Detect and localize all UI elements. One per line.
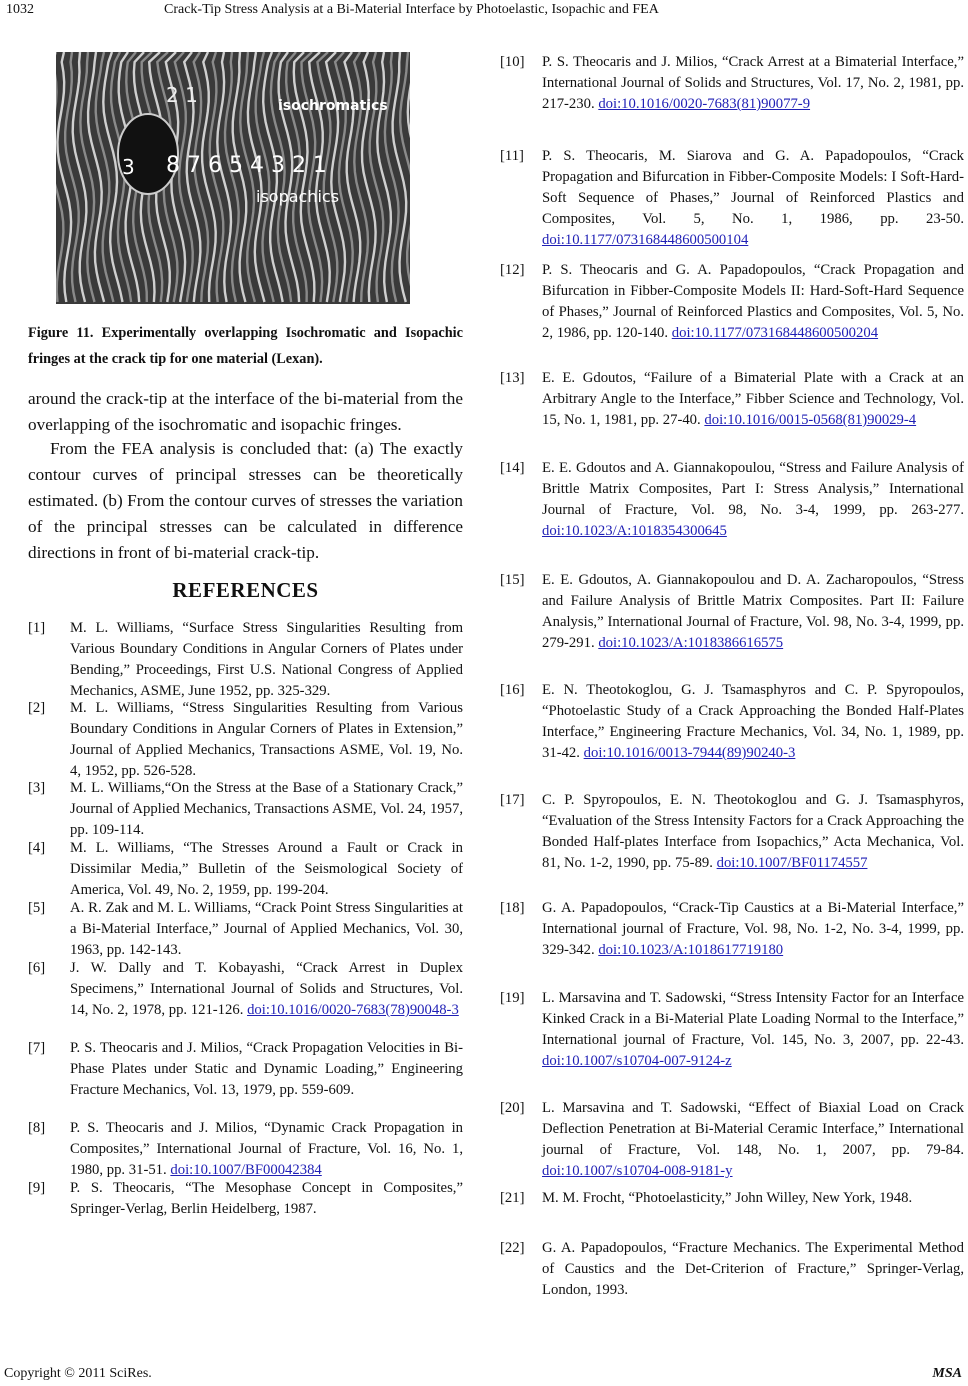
- reference-item: [28, 778, 463, 841]
- reference-item: [28, 1178, 463, 1220]
- reference-item: [500, 1188, 964, 1209]
- doi-link[interactable]: doi:10.1016/0015-0568(81)90029-4: [704, 412, 917, 428]
- reference-item: [28, 698, 463, 782]
- reference-text: M. L. Williams,“On the Stress at the Base of a Stationary Crack,” Journal of Applied Mechanics, Transactions ASME, Vol. 24, 1957, pp. 109-114.: [70, 780, 463, 838]
- reference-number: [4]: [28, 840, 46, 856]
- reference-text: G. A. Papadopoulos, “Fracture Mechanics. The Experimental Method of Caustics and the Det-Criterion of Fracture,” Springer-Verlag, London, 1993.: [542, 1240, 964, 1298]
- reference-text: E. E. Gdoutos, “Failure of a Bimaterial Plate with a Crack at an Arbitrary Angle to the Interface,” Fibber Science and Technology, Vol. 15, No. 1, 1981, pp. 27-40.: [542, 370, 964, 428]
- reference-text: C. P. Spyropoulos, E. N. Theotokoglou and G. J. Tsamasphyros, “Evaluation of the Stress Intensity Factors for a Crack Approaching the Bonded Half-plates Interface from Isopachics,” Acta Mechanica, Vol. 81, No. 1-2, 1990, pp. 75-89.: [542, 792, 964, 871]
- fringe-orders-bottom: 8 7 6 5 4 3 2 1: [166, 153, 327, 178]
- reference-number: [8]: [28, 1120, 46, 1136]
- reference-item: [500, 898, 964, 961]
- doi-link[interactable]: doi:10.1007/s10704-008-9181-y: [542, 1163, 733, 1179]
- reference-item: [28, 958, 463, 1021]
- doi-link[interactable]: doi:10.1177/073168448600500104: [542, 232, 749, 248]
- reference-number: [21]: [500, 1190, 525, 1206]
- reference-item: [500, 260, 964, 344]
- reference-number: [7]: [28, 1040, 46, 1056]
- reference-item: [500, 458, 964, 542]
- page-number: 1032: [6, 2, 34, 17]
- fringe-orders-top: 2 1: [166, 83, 198, 107]
- reference-text: E. N. Theotokoglou, G. J. Tsamasphyros and C. P. Spyropoulos, “Photoelastic Study of a Crack Approaching the Bonded Half-Plates Interface,” Engineering Fracture Mechanics, Vol. 34, No. 1, 1989, pp. 31-42.: [542, 682, 964, 761]
- reference-item: [28, 1038, 463, 1101]
- body-paragraph-2: From the FEA analysis is concluded that: (a) The exactly contour curves of principal stresses can be theoretically estimated. (b) From the contour curves of stresses the variation of the principal stresses can be calculated in difference directions in front of bi-material crack-tip.: [28, 439, 463, 562]
- reference-number: [10]: [500, 54, 525, 70]
- reference-text: M. M. Frocht, “Photoelasticity,” John Willey, New York, 1948.: [542, 1190, 913, 1206]
- reference-text: M. L. Williams, “The Stresses Around a Fault or Crack in Dissimilar Media,” Bulletin of the Seismological Society of America, Vol. 49, No. 2, 1959, pp. 199-204.: [70, 840, 463, 898]
- reference-item: [500, 570, 964, 654]
- reference-number: [15]: [500, 572, 525, 588]
- reference-item: [28, 898, 463, 961]
- reference-number: [12]: [500, 262, 525, 278]
- reference-text: L. Marsavina and T. Sadowski, “Stress Intensity Factor for an Interface Kinked Crack in a Bi-Material Plate Loading Normal to the Interface,” International journal of Fracture, Vol. 145, No. 3, 2007, pp. 22-43.: [542, 990, 964, 1048]
- reference-text: P. S. Theocaris, M. Siarova and G. A. Papadopoulos, “Crack Propagation and Bifurcation in Fibber-Composite Models: I Soft-Hard-Soft Sequence of Phases,” Journal of Reinforced Plastics and Composites, Vol. 5, No. 1, 1986, pp. 23-50.: [542, 148, 964, 227]
- reference-item: [500, 52, 964, 115]
- reference-number: [11]: [500, 148, 524, 164]
- reference-number: [14]: [500, 460, 525, 476]
- reference-number: [6]: [28, 960, 46, 976]
- doi-link[interactable]: doi:10.1023/A:1018386616575: [598, 635, 784, 651]
- reference-text: P. S. Theocaris and J. Milios, “Dynamic Crack Propagation in Composites,” International Journal of Fracture, Vol. 16, No. 1, 1980, pp. 31-51.: [70, 1120, 463, 1178]
- body-paragraph-1: around the crack-tip at the interface of the bi-material from the overlapping of the isochromatic and isopachic fringes.: [28, 389, 463, 434]
- reference-item: [500, 988, 964, 1072]
- reference-text: P. S. Theocaris, “The Mesophase Concept in Composites,” Springer-Verlag, Berlin Heidelberg, 1987.: [70, 1180, 463, 1217]
- doi-link[interactable]: doi:10.1016/0020-7683(81)90077-9: [598, 96, 811, 112]
- reference-text: P. S. Theocaris and J. Milios, “Crack Arrest at a Bimaterial Interface,” International Journal of Solids and Structures, Vol. 17, No. 2, 1981, pp. 217-230.: [542, 54, 964, 112]
- running-title: Crack-Tip Stress Analysis at a Bi-Material Interface by Photoelastic, Isopachic and FEA: [164, 2, 659, 17]
- doi-link[interactable]: doi:10.1023/A:1018354300645: [542, 523, 727, 539]
- reference-item: [500, 1098, 964, 1182]
- figure-caption: Figure 11. Experimentally overlapping Isochromatic and Isopachic fringes at the crack tip for one material (Lexan).: [28, 325, 463, 367]
- reference-item: [500, 368, 964, 431]
- reference-text: J. W. Dally and T. Kobayashi, “Crack Arrest in Duplex Specimens,” International Journal of Solids and Structures, Vol. 14, No. 2, 1978, pp. 121-126.: [70, 960, 463, 1018]
- doi-link[interactable]: doi:10.1007/BF00042384: [170, 1162, 322, 1178]
- reference-number: [17]: [500, 792, 525, 808]
- references-heading: REFERENCES: [172, 578, 319, 602]
- reference-text: M. L. Williams, “Stress Singularities Resulting from Various Boundary Conditions in Angular Corners of Plates in Extension,” Journal of Applied Mechanics, Transactions ASME, Vol. 19, No. 4, 1952, pp. 526-528.: [70, 700, 463, 779]
- reference-number: [3]: [28, 780, 46, 796]
- reference-number: [5]: [28, 900, 46, 916]
- reference-text: P. S. Theocaris and G. A. Papadopoulos, “Crack Propagation and Bifurcation in Fibber-Composite Models II: Hard-Soft-Hard Sequence of Phases,” Journal of Reinforced Plastics and Composites, Vol. 5, No. 2, 1986, pp. 120-140.: [542, 262, 964, 341]
- fringe-photograph: [56, 52, 410, 304]
- reference-number: [19]: [500, 990, 525, 1006]
- reference-text: G. A. Papadopoulos, “Crack-Tip Caustics at a Bi-Material Interface,” International journal of Fracture, Vol. 98, No. 1-2, No. 3-4, 1999, pp. 329-342.: [542, 900, 964, 958]
- doi-link[interactable]: doi:10.1016/0013-7944(89)90240-3: [583, 745, 796, 761]
- reference-number: [2]: [28, 700, 46, 716]
- reference-number: [9]: [28, 1180, 46, 1196]
- journal-abbrev: MSA: [932, 1366, 962, 1381]
- reference-text: E. E. Gdoutos and A. Giannakopoulou, “Stress and Failure Analysis of Brittle Matrix Composites, Part I: Stress Analysis,” International Journal of Fracture, Vol. 98, No. 3-4, 1999, pp. 263-277.: [542, 460, 964, 518]
- doi-link[interactable]: doi:10.1007/s10704-007-9124-z: [542, 1053, 732, 1069]
- reference-text: L. Marsavina and T. Sadowski, “Effect of Biaxial Load on Crack Deflection Penetration at Bi-Material Ceramic Interface,” International journal of Fracture, Vol. 148, No. 1, 2007, pp. 79-84.: [542, 1100, 964, 1158]
- reference-number: [20]: [500, 1100, 525, 1116]
- reference-number: [1]: [28, 620, 46, 636]
- reference-text: P. S. Theocaris and J. Milios, “Crack Propagation Velocities in Bi-Phase Plates under Static and Dynamic Loading,” Engineering Fracture Mechanics, Vol. 13, 1979, pp. 559-609.: [70, 1040, 463, 1098]
- reference-item: [500, 146, 964, 251]
- reference-text: E. E. Gdoutos, A. Giannakopoulou and D. A. Zacharopoulos, “Stress and Failure Analysis of Brittle Matrix Composites. Part II: Failure Analysis,” International Journal of Fracture, Vol. 98, No. 3-4, 1999, pp. 279-291.: [542, 572, 964, 651]
- reference-number: [22]: [500, 1240, 525, 1256]
- doi-link[interactable]: doi:10.1177/073168448600500204: [671, 325, 879, 341]
- reference-item: [28, 838, 463, 901]
- reference-item: [500, 790, 964, 874]
- reference-text: A. R. Zak and M. L. Williams, “Crack Point Stress Singularities at a Bi-Material Interface,” Journal of Applied Mechanics, Vol. 30, 1963, pp. 142-143.: [70, 900, 463, 958]
- reference-item: [28, 1118, 463, 1181]
- reference-item: [28, 618, 463, 702]
- reference-number: [18]: [500, 900, 525, 916]
- doi-link[interactable]: doi:10.1023/A:1018617719180: [598, 942, 784, 958]
- reference-item: [500, 680, 964, 764]
- reference-number: [13]: [500, 370, 525, 386]
- isochromatics-label: isochromatics: [278, 98, 388, 114]
- reference-text: M. L. Williams, “Surface Stress Singularities Resulting from Various Boundary Conditions in Angular Corners of Plates under Bending,” Proceedings, First U.S. National Congress of Applied Mechanics, ASME, June 1952, pp. 325-329.: [70, 620, 463, 699]
- reference-number: [16]: [500, 682, 525, 698]
- copyright: Copyright © 2011 SciRes.: [4, 1366, 152, 1381]
- doi-link[interactable]: doi:10.1016/0020-7683(78)90048-3: [247, 1002, 459, 1018]
- fringe-order-left: 3: [122, 155, 135, 179]
- doi-link[interactable]: doi:10.1007/BF01174557: [716, 855, 868, 871]
- reference-item: [500, 1238, 964, 1301]
- isopachics-label: isopachics: [256, 187, 340, 206]
